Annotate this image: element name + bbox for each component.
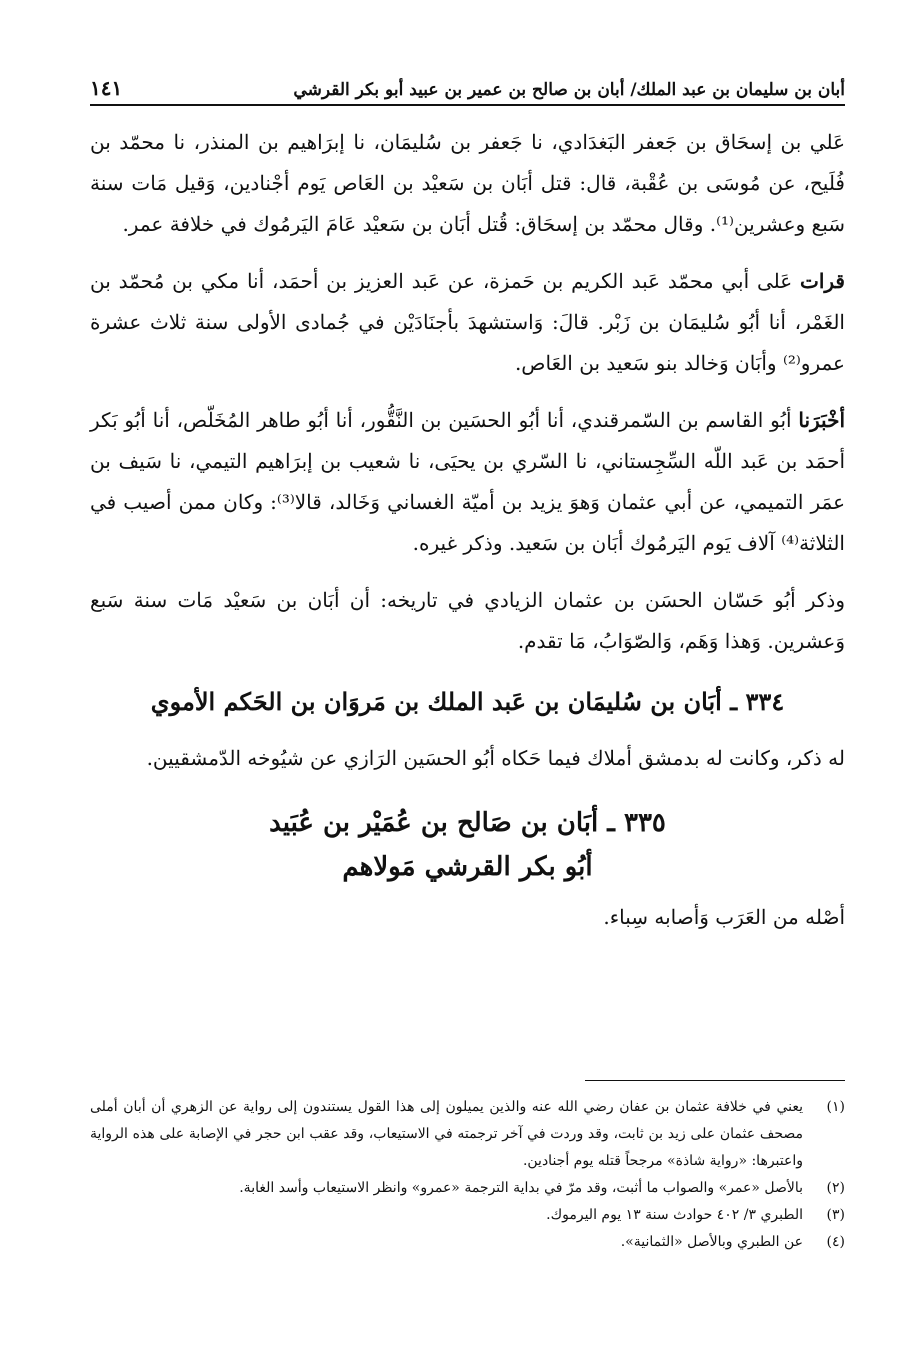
footnotes: [90, 1094, 845, 1256]
footnote-number: (٣): [826, 1207, 845, 1223]
paragraph-text: وذكر أبُو حَسّان الحسَن بن عثمان الزيادي في تاريخه: أن أبَان بن سَعيْد مَات سنة سَبع وَعشرين. وَهذا وَهَم، وَالصّوَابُ، مَا تقدم.: [90, 588, 845, 653]
paragraph-text: عَلى أبي محمّد عَبد الكريم بن حَمزة، عن عَبد العزيز بن أحمَد، أنا مكي بن مُحمّد بن الغَمْر، أنا أبُو سُليمَان بن زَبْر. قالَ: وَاستشهدَ بأجنَادَيْن في جُمادى الأولى سنة ثلاث عشرة عمرو⁽²⁾ وأبَان وَخالد بنو سَعيد بن العَاص.: [90, 269, 845, 375]
footnote-2: [90, 1175, 845, 1202]
paragraph-1: [90, 122, 845, 245]
paragraph-4: [90, 580, 845, 662]
footnote-text: يعني في خلافة عثمان بن عفان رضي الله عنه والذين يميلون إلى هذا القول يستندون إلى رواية عن الزهري أن أبان أملى مصحف عثمان على زيد بن ثابت، وقد وردت في آخر ترجمته في الاستيعاب، وقد عقب ابن حجر في الإصابة على هذه الرواية واعتبرها: «رواية شاذة» مرجحاً قتله يوم أجنادين.: [90, 1099, 803, 1169]
footnote-text: بالأصل «عمر» والصواب ما أثبت، وقد مرّ في بداية الترجمة «عمرو» وانظر الاستيعاب وأسد الغابة.: [239, 1180, 803, 1196]
page-header: [90, 66, 845, 106]
entry-335-title-line1: ٣٣٥ ـ أبَان بن صَالح بن عُمَيْر بن عُبَيد: [269, 808, 666, 838]
paragraph-2: [90, 261, 845, 384]
footnote-3: [90, 1202, 845, 1229]
footnote-number: (٢): [826, 1180, 845, 1196]
footnote-text: عن الطبري وبالأصل «الثمانية».: [620, 1234, 803, 1250]
footnote-number: (١): [826, 1099, 845, 1115]
footnote-number: (٤): [826, 1234, 845, 1250]
footnote-text: الطبري ٣/ ٤٠٢ حوادث سنة ١٣ يوم اليرموك.: [546, 1207, 803, 1223]
main-text: [90, 122, 845, 954]
running-title: أبان بن سليمان بن عبد الملك/ أبان بن صالح بن عمير بن عبيد أبو بكر القرشي: [293, 80, 845, 100]
paragraph-lead: قرات: [800, 269, 845, 293]
entry-335-heading: [90, 801, 845, 889]
entry-335-title-line2: أبُو بكر القرشي مَولاهم: [342, 852, 593, 882]
paragraph-3: [90, 400, 845, 564]
paragraph-lead: أخْبَرَنا: [798, 408, 845, 432]
footnote-4: [90, 1229, 845, 1256]
entry-334-text: له ذكر، وكانت له بدمشق أملاك فيما حَكاه أبُو الحسَين الرَازي عن شيُوخه الدّمشقيين.: [146, 746, 845, 770]
paragraph-text: عَلي بن إسحَاق بن جَعفر البَغدَادي، نا جَعفر بن سُليمَان، نا إبرَاهيم بن المنذر، نا محمّد بن فُلَيح، عن مُوسَى بن عُقْبة، قال: قتل أبَان بن سَعيْد بن العَاص يَوم أجْنادين، وَقيل مَات سنة سَبع وعشرين⁽¹⁾. وقال محمّد بن إسحَاق: قُتل أبَان بن سَعيْد عَامَ اليَرمُوك في خلافة عمر.: [90, 130, 845, 236]
paragraph-text: أبُو القاسم بن السّمرقندي، أنا أبُو الحسَين بن النَّقُّور، أنا أبُو طاهر المُخَلّص، أنا أبُو بَكر أحمَد بن عَبد اللّه السِّجِستاني، نا السّري بن يحيَى، نا شعيب بن إبرَاهيم التيمي، نا سَيف بن عمَر التميمي، عن أبي عثمان وَهوَ يزيد بن أميّة الغساني وَخَالد، قالا⁽³⁾: وكان ممن أصيب في الثلاثة⁽⁴⁾ آلاف يَوم اليَرمُوك أبَان بن سَعيد. وذكر غيره.: [90, 408, 845, 555]
entry-335-text: أصْله من العَرَب وَأصابه سِباء.: [603, 905, 845, 929]
footnote-separator: [585, 1080, 845, 1081]
book-page: [90, 0, 845, 1346]
entry-334-title: ٣٣٤ ـ أبَان بن سُليمَان بن عَبد الملك بن مَروَان بن الحَكم الأموي: [150, 687, 785, 716]
footnote-1: [90, 1094, 845, 1175]
page-number: ١٤١: [90, 76, 123, 100]
